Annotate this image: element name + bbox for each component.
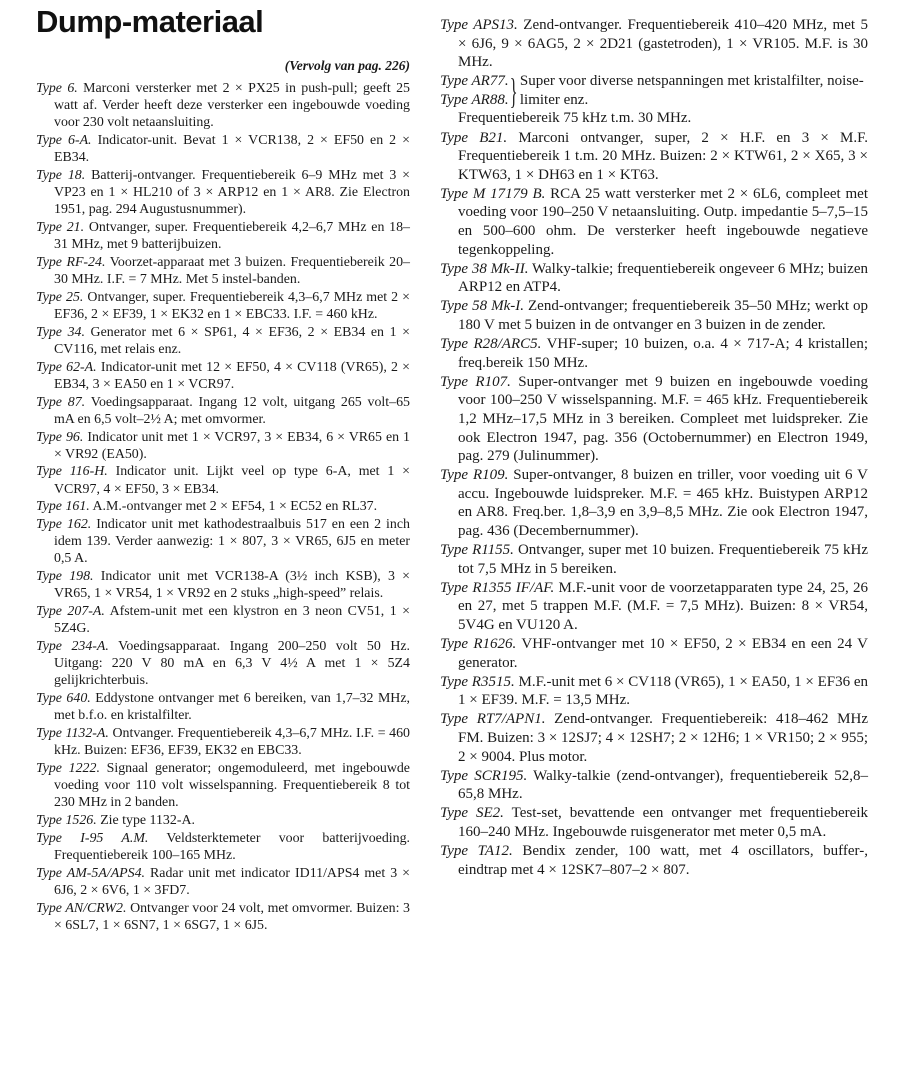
- entry-58-mk-i: [440, 297, 868, 334]
- entry-38-mk-ii: [440, 260, 868, 297]
- entry-description: Zie type 1132-A.: [100, 813, 195, 829]
- entry-type-name: Type R107.: [440, 373, 511, 390]
- entry-description: VHF-super; 10 buizen, o.a. 4 × 717-A; 4 kristallen; freq.bereik 150 MHz.: [458, 336, 868, 371]
- entry-type-name: Type I-95 A.M.: [36, 830, 149, 846]
- entry-type-name: Type AM-5A/APS4.: [36, 865, 146, 881]
- entry-r1155: [440, 541, 868, 578]
- entry-description: Zend-ontvanger; frequentiebereik 35–50 MHz; werkt op 180 V met 5 buizen in de ontvanger en 3 buizen in de zender.: [458, 298, 869, 333]
- entry-type-name: Type R1626.: [440, 636, 517, 653]
- entry-description: Super voor diverse netspanningen met kristalfilter, noise-limiter enz.: [519, 73, 864, 108]
- page-title: Dump-materiaal: [36, 4, 264, 39]
- entry-rt7-apn1: [440, 710, 868, 766]
- entry-type-name: Type 38 Mk-II.: [440, 260, 529, 277]
- entry-description: Radar unit met indicator ID11/APS4 met 3 × 6J6, 2 × 6V6, 1 × 3FD7.: [54, 865, 410, 898]
- entry-r3515: [440, 673, 868, 710]
- entry-description-continued: Frequentiebereik 75 kHz t.m. 30 MHz.: [458, 110, 692, 127]
- entry-21: [36, 219, 410, 253]
- entry-type-name: Type 116-H.: [36, 464, 108, 480]
- entry-description: M.F.-unit met 6 × CV118 (VR65), 1 × EA50, 1 × EF36 en 1 × EF39. M.F. = 13,5 MHz.: [458, 673, 868, 709]
- pair-type-names: [440, 72, 509, 109]
- entry-description: Voedingsapparaat. Ingang 12 volt, uitgang 265 volt–65 mA en 6,5 volt–2½ A; met omvormer.: [54, 394, 410, 427]
- entry-scr195: [440, 767, 868, 804]
- entry-description: Ontvanger. Frequentiebereik 4,3–6,7 MHz. I.F. = 460 kHz. Buizen: EF36, EF39, EK32 en EBC33.: [54, 726, 410, 759]
- entry-type-name: Type 161.: [36, 499, 90, 515]
- entry-type-name: Type B21.: [440, 129, 508, 146]
- entry-description: Indicator unit met VCR138-A (3½ inch KSB), 3 × VR65, 1 × VR54, 1 × VR92 en 2 stuks „high-speed” relais.: [54, 569, 410, 602]
- left-column: [36, 80, 410, 934]
- entry-description: Zend-ontvanger. Frequentiebereik 410–420 MHz, met 5 × 6J6, 9 × 6AG5, 2 × 2D21 (gastetroden), 1 × VR105. M.F. is 30 MHz.: [458, 17, 868, 71]
- entry-type-name: Type 6.: [36, 81, 78, 96]
- entry-se2: [440, 804, 868, 841]
- entry-description: Super-ontvanger met 9 buizen en ingebouwde voeding voor 100–250 V wisselspanning. M.F. = 465 kHz. Frequentiebereik 1,2 MHz–17,5 MHz in 3 bereiken. Compleet met luidspreker. Zie ook Electron 1947, pag. 356 (Octobernummer) en Electron 1949, pag. 279 (Julinummer).: [458, 373, 868, 465]
- entry-type-name: Type R3515.: [440, 673, 515, 690]
- entry-type-name: Type 162.: [36, 517, 92, 533]
- entry-type-name: Type AN/CRW2.: [36, 900, 127, 916]
- entry-r1355-if-af: [440, 579, 868, 635]
- entry-r109: [440, 466, 868, 540]
- entry-description: Indicator-unit met 12 × EF50, 4 × CV118 (VR65), 2 × EB34, 3 × EA50 en 1 × VCR97.: [54, 359, 410, 392]
- entry-34: [36, 324, 410, 358]
- entry-1222: [36, 760, 410, 812]
- entry-640: [36, 690, 410, 724]
- entry-type-name: Type 207-A.: [36, 604, 105, 620]
- entry-description: Generator met 6 × SP61, 4 × EF36, 2 × EB34 en 1 × CV116, met relais enz.: [54, 324, 410, 358]
- entry-description: Voorzet-apparaat met 3 buizen. Frequentiebereik 20–30 MHz. I.F. = 7 MHz. Met 5 instel-banden.: [54, 255, 410, 288]
- brace-glyph: }: [509, 70, 518, 111]
- entry-18: [36, 167, 410, 219]
- entry-r107: [440, 373, 868, 466]
- entry-type-name: Type 21.: [36, 220, 85, 236]
- entry-type-name: Type 1222.: [36, 760, 100, 776]
- entry-description: Marconi versterker met 2 × PX25 in push-pull; geeft 25 watt af. Verder heeft deze versterker een ingebouwde voeding voor 230 volt netaansluiting.: [54, 81, 410, 131]
- entry-type-name: Type M 17179 B.: [440, 185, 546, 202]
- entry-type-name: Type R109.: [440, 467, 509, 484]
- continued-note: (Vervolg van pag. 226): [284, 58, 410, 73]
- entry-type-name: Type 34.: [36, 324, 85, 340]
- entry-description: Signaal generator; ongemoduleerd, met ingebouwde voeding voor 110 volt wisselspanning. Frequentiebereik 8 tot 230 MHz in 2 banden.: [54, 760, 410, 811]
- entry-description: Marconi ontvanger, super, 2 × H.F. en 3 × M.F. Frequentiebereik 1 t.m. 20 MHz. Buizen: 2 × KTW61, 2 × X65, 3 × KTW63, 1 × DH63 en 1 × KT63.: [458, 129, 868, 183]
- entry-25: [36, 289, 410, 323]
- entry-type-name: Type APS13.: [440, 17, 518, 33]
- entry-description: Ontvanger, super. Frequentiebereik 4,3–6,7 MHz met 2 × EF36, 2 × EF39, 1 × EK32 en 1 × EBC33. I.F. = 460 kHz.: [54, 289, 410, 323]
- right-column: [440, 16, 868, 880]
- entry-an-crw2: [36, 900, 410, 934]
- right-entries: [440, 129, 868, 880]
- entry-description: Batterij-ontvanger. Frequentiebereik 6–9 MHz met 3 × VP23 en 1 × HL210 of 3 × ARP12 en 1 × AR8. Zie Electron 1951, pag. 294 Augustusnummer).: [54, 168, 411, 218]
- entry-i-95-a-m: [36, 830, 410, 864]
- entry-6-a: [36, 132, 410, 166]
- entry-r28-arc5: [440, 335, 868, 372]
- entry-type-name: Type 6-A.: [36, 133, 92, 149]
- entry-62-a: [36, 359, 410, 393]
- entry-description: Indicator unit met 1 × VCR97, 3 × EB34, 6 × VR65 en 1 × VR92 (EA50).: [54, 429, 410, 462]
- entry-type-name: Type TA12.: [440, 843, 513, 860]
- entry-type-name: Type 18.: [36, 168, 86, 184]
- entry-type-name: Type 62-A.: [36, 359, 97, 375]
- entry-description: Eddystone ontvanger met 6 bereiken, van 1,7–32 MHz, met b.f.o. en kristalfilter.: [54, 691, 410, 724]
- entry-87: [36, 394, 410, 428]
- entry-type-name: Type AR88.: [440, 91, 509, 108]
- entry-type-name: Type 96.: [36, 429, 84, 445]
- entry-description: A.M.-ontvanger met 2 × EF54, 1 × EC52 en RL37.: [92, 499, 378, 515]
- entry-type-name: Type SE2.: [440, 805, 504, 822]
- entry-234-a: [36, 638, 410, 690]
- entry-description: Ontvanger, super. Frequentiebereik 4,2–6,7 MHz en 18–31 MHz, met 9 batterijbuizen.: [54, 220, 410, 253]
- entry-b21: [440, 129, 868, 185]
- entry-description: Zend-ontvanger. Frequentiebereik: 418–462 MHz FM. Buizen: 3 × 12SJ7; 4 × 12SH7; 2 × 12H6; 1 × VR150; 2 × 955; 2 × 9004. Plus motor.: [458, 711, 868, 765]
- entry-rf-24: [36, 254, 410, 288]
- entry-type-name: Type RF-24.: [36, 255, 106, 271]
- entry-description: Afstem-unit met een klystron en 3 neon CV51, 1 × 5Z4G.: [54, 604, 410, 637]
- entry-198: [36, 568, 410, 602]
- entry-description: Veldsterktemeter voor batterijvoeding. Frequentiebereik 100–165 MHz.: [54, 830, 410, 863]
- entry-116-h: [36, 463, 410, 497]
- entry-1132-a: [36, 725, 410, 759]
- entry-ta12: [440, 842, 868, 879]
- entry-type-name: Type 58 Mk-I.: [440, 298, 524, 315]
- entry-type-name: Type R1355 IF/AF.: [440, 579, 555, 596]
- entry-description: VHF-ontvanger met 10 × EF50, 2 × EB34 en een 24 V generator.: [458, 636, 868, 671]
- entry-description: Bendix zender, 100 watt, met 4 oscillators, buffer-, eindtrap met 4 × 12SK7–807–2 × 807.: [458, 843, 868, 878]
- entry-type-name: Type SCR195.: [440, 767, 528, 784]
- entry-description: Indicator unit met kathodestraalbuis 517 en een 2 inch idem 139. Verder aanwezig: 1 × 807, 3 × VR65, 6J5 en meter 0,5 A.: [54, 517, 410, 567]
- entry-description: Ontvanger voor 24 volt, met omvormer. Buizen: 3 × 6SL7, 1 × 6SN7, 1 × 6SG7, 1 × 6J5.: [54, 900, 410, 933]
- entry-am-5a-aps4: [36, 865, 410, 899]
- entry-description: Test-set, bevattende een ontvanger met frequentiebereik 160–240 MHz. Ingebouwde ruisgenerator met meter 0,5 mA.: [458, 805, 868, 841]
- entry-6: [36, 80, 410, 132]
- entry-m-17179-b: [440, 185, 868, 259]
- entry-description: Voedingsapparaat. Ingang 200–250 volt 50 Hz. Uitgang: 220 V 80 mA en 6,3 V 4½ A met 1 × 5Z4 gelijkrichterbuis.: [54, 639, 410, 689]
- entry-96: [36, 429, 410, 463]
- entry-207-a: [36, 603, 410, 637]
- entry-161: [36, 498, 410, 515]
- entry-1526: [36, 812, 410, 829]
- entry-type-name: Type 640.: [36, 691, 91, 707]
- entry-type-name: Type 198.: [36, 569, 94, 585]
- entry-description: Indicator-unit. Bevat 1 × VCR138, 2 × EF50 en 2 × EB34.: [54, 133, 410, 166]
- entry-aps13: [440, 16, 868, 72]
- entry-type-name: Type R1155.: [440, 542, 514, 559]
- entry-type-name: Type 87.: [36, 394, 86, 410]
- entry-description: Walky-talkie (zend-ontvanger), frequentiebereik 52,8–65,8 MHz.: [458, 767, 869, 803]
- entry-r1626: [440, 635, 868, 672]
- entry-description: Indicator unit. Lijkt veel op type 6-A, met 1 × VCR97, 4 × EF50, 3 × EB34.: [54, 464, 410, 497]
- entry-description: Ontvanger, super met 10 buizen. Frequentiebereik 75 kHz tot 7,5 MHz in 5 bereiken.: [458, 542, 869, 577]
- entry-description: M.F.-unit voor de voorzetapparaten type 24, 25, 26 en 27, met 5 trappen M.F. (M.F. = 7,5 MHz). Buizen: 8 × VR54, 5V4G en VU120 A.: [458, 579, 868, 633]
- entry-type-name: Type 1132-A.: [36, 726, 109, 742]
- entry-type-name: Type 25.: [36, 289, 84, 305]
- entry-162: [36, 516, 410, 568]
- entry-description: RCA 25 watt versterker met 2 × 6L6, compleet met voeding voor 190–250 V netaansluiting. Outp. impedantie 5–7,5–15 en 500–600 ohm. De versterker heeft ingebouwde negatieve tegenkoppeling.: [458, 185, 869, 258]
- entry-type-name: Type RT7/APN1.: [440, 711, 546, 728]
- entry-type-name: Type 1526.: [36, 813, 97, 829]
- entry-description: Walky-talkie; frequentiebereik ongeveer 6 MHz; buizen ARP12 en ATP4.: [458, 260, 868, 296]
- entry-description: Super-ontvanger, 8 buizen en triller, voor voeding uit 6 V accu. Ingebouwde luidspreker. M.F. = 465 kHz. Buistypen ARP12 en AR8. Freq.ber. 1,8–3,9 en 3,9–8,5 MHz. Zie ook Electron 1947, pag. 436 (Decembernummer).: [458, 467, 868, 540]
- entry-type-name: Type R28/ARC5.: [440, 336, 542, 353]
- entry-ar77-ar88: [440, 72, 868, 109]
- entry-type-name: Type 234-A.: [36, 639, 109, 654]
- entry-type-name: Type AR77.: [440, 73, 509, 90]
